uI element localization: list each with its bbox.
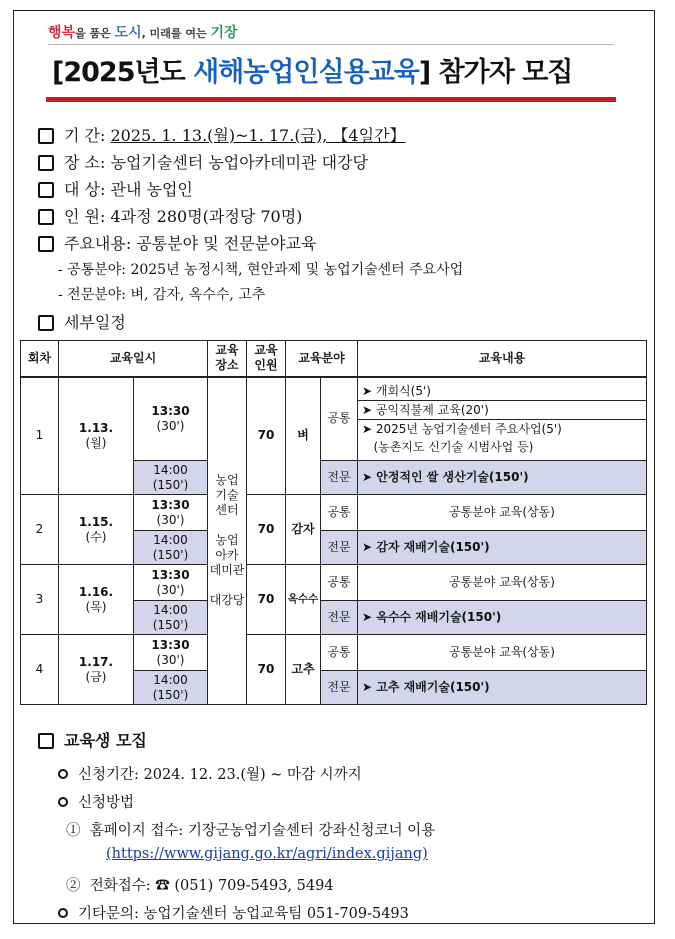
- common-items: ➤ 개회식(5') ➤ 공익직불제 교육(20') ➤ 2025년 농업기술센터 주요사업(5') (농촌지도 신기술 시범사업 등): [358, 377, 647, 461]
- place-cell: 농업 기술 센터 농업 아카 데미관 대강당: [208, 377, 247, 705]
- header-count: 교육 인원: [247, 341, 286, 377]
- checkbox-icon: [38, 182, 54, 198]
- title-underline: [46, 97, 616, 102]
- circle-bullet-icon: [58, 797, 68, 807]
- header-field: 교육분야: [286, 341, 358, 377]
- checkbox-icon: [38, 733, 54, 749]
- recruit-contact: 기타문의: 농업기술센터 농업교육팀 051-709-5493: [58, 902, 409, 923]
- table-row: 14:00 (150') 전문 ➤ 옥수수 재배기술(150'): [21, 601, 647, 635]
- header-content: 교육내용: [358, 341, 647, 377]
- header-place: 교육 장소: [208, 341, 247, 377]
- circle-bullet-icon: [58, 769, 68, 779]
- table-row: 4 1.17. (금) 13:30 (30') 70 고추 공통 공통분야 교육(상동): [21, 635, 647, 671]
- info-period: 기 간: 2025. 1. 13.(월)~1. 17.(금), 【4일간】: [38, 123, 406, 146]
- recruit-heading: 교육생 모집: [38, 728, 147, 751]
- table-row: 14:00 (150') 전문 ➤ 안정적인 쌀 생산기술(150'): [21, 461, 647, 495]
- circle-bullet-icon: [58, 908, 68, 918]
- recruit-period: 신청기간: 2024. 12. 23.(월) ~ 마감 시까지: [58, 763, 362, 784]
- checkbox-icon: [38, 128, 54, 144]
- schedule-table: [20, 340, 647, 705]
- checkbox-icon: [38, 209, 54, 225]
- checkbox-icon: [38, 315, 54, 331]
- table-row: 14:00 (150') 전문 ➤ 감자 재배기술(150'): [21, 531, 647, 565]
- checkbox-icon: [38, 236, 54, 252]
- info-count: 인 원: 4과정 280명(과정당 70명): [38, 204, 302, 227]
- schedule-heading: 세부일정: [38, 310, 126, 333]
- recruit-method: 신청방법: [58, 791, 134, 812]
- info-content: 주요내용: 공통분야 및 전문분야교육: [38, 231, 317, 254]
- table-row: 3 1.16. (목) 13:30 (30') 70 옥수수 공통 공통분야 교육(상동): [21, 565, 647, 601]
- method-phone: ② 전화접수: ☎ (051) 709-5493, 5494: [66, 878, 334, 894]
- sub-common: - 공통분야: 2025년 농정시책, 현안과제 및 농업기술센터 주요사업: [58, 262, 464, 278]
- homepage-link[interactable]: (https://www.gijang.go.kr/agri/index.gijang): [106, 846, 428, 862]
- checkbox-icon: [38, 155, 54, 171]
- method-homepage: ① 홈페이지 접수: 기장군농업기술센터 강좌신청코너 이용: [66, 823, 436, 839]
- slogan: 행복을 품은 도시, 미래를 여는 기장: [48, 25, 238, 41]
- info-target: 대 상: 관내 농업인: [38, 177, 193, 200]
- header-round: 회차: [21, 341, 59, 377]
- top-divider: [48, 44, 614, 45]
- sub-special: - 전문분야: 벼, 감자, 옥수수, 고추: [58, 287, 266, 303]
- table-row: 2 1.15. (수) 13:30 (30') 70 감자 공통 공통분야 교육(상동): [21, 495, 647, 531]
- header-datetime: 교육일시: [59, 341, 208, 377]
- table-row: 1 1.13. (월) 13:30 (30') 농업 기술 센터 농업 아카 데미관 대강당 70 벼 공통 ➤ 개회식(5') ➤ 공익직불제 교육(20') ➤ 2025년 농업기술센터 주요사업(5') (농촌지도 신기술 시범사업 등): [21, 377, 647, 461]
- info-place: 장 소: 농업기술센터 농업아카데미관 대강당: [38, 150, 368, 173]
- table-row: 14:00 (150') 전문 ➤ 고추 재배기술(150'): [21, 671, 647, 705]
- page-title: [2025년도 새해농업인실용교육] 참가자 모집: [52, 57, 573, 88]
